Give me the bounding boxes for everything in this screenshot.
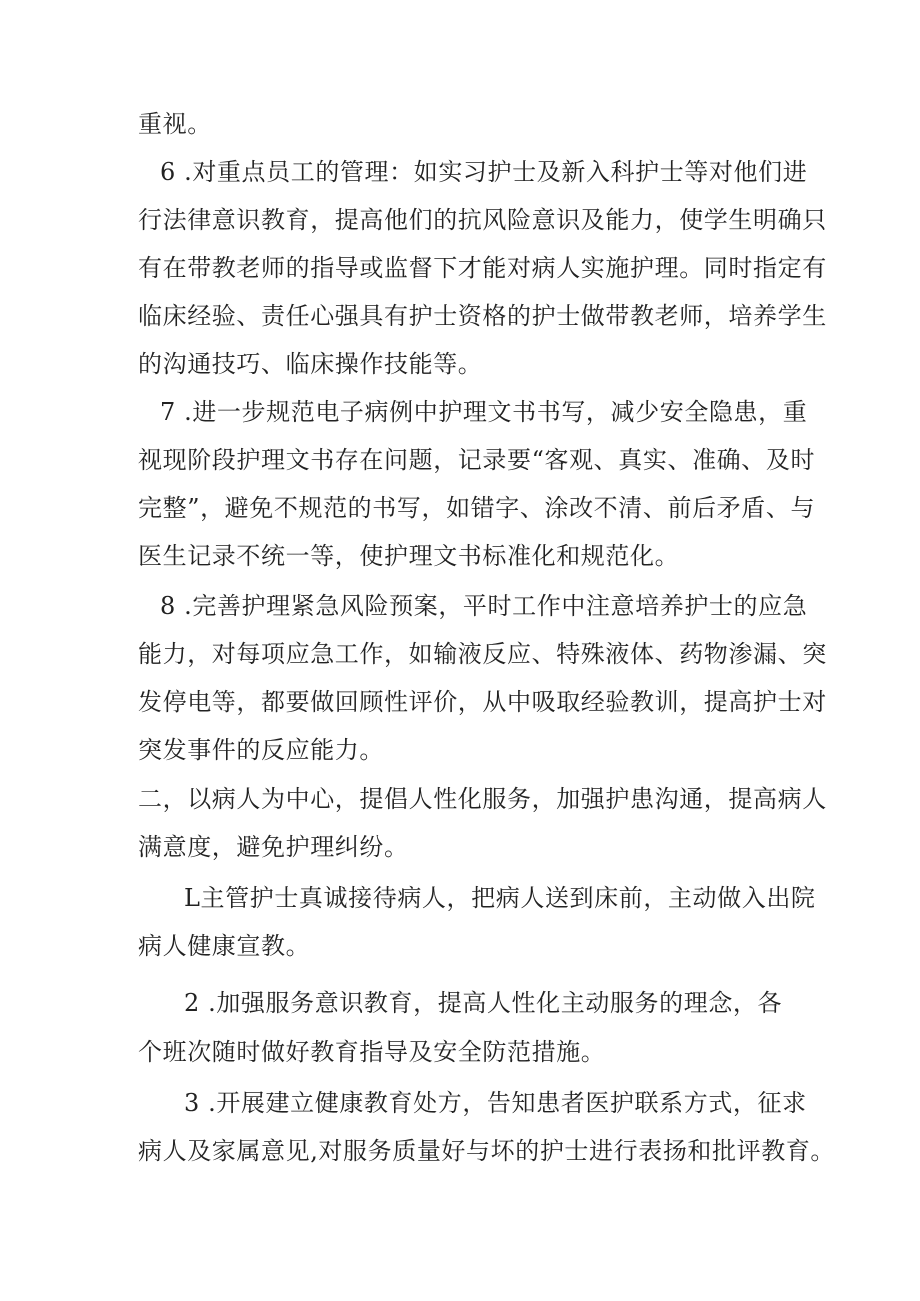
text-line: 重视。 (138, 110, 212, 138)
paragraph-item-1-start: L主管护士真诚接待病人，把病人送到床前，主动做入出院 (184, 884, 816, 912)
text-line: 完整”，避免不规范的书写，如错字、涂改不清、前后矛盾、与 (138, 494, 816, 522)
text-line: 视现阶段护理文书存在问题，记录要“客观、真实、准确、及时 (138, 446, 816, 474)
paragraph-item-8-start: 8 .完善护理紧急风险预案，平时工作中注意培养护士的应急 (160, 592, 808, 620)
text-line: 医生记录不统一等，使护理文书标准化和规范化。 (138, 542, 680, 570)
text-line: 发停电等，都要做回顾性评价，从中吸取经验教训，提高护士对 (138, 688, 827, 716)
paragraph-item-6-start: 6 .对重点员工的管理：如实习护士及新入科护士等对他们进 (160, 158, 808, 186)
text-line: 临床经验、责任心强具有护士资格的护士做带教老师，培养学生 (138, 302, 827, 330)
text-line: 病人及家属意见,对服务质量好与坏的护士进行表扬和批评教育。 (138, 1137, 836, 1165)
text-line: 行法律意识教育，提高他们的抗风险意识及能力，使学生明确只 (138, 206, 827, 234)
text-line: 能力，对每项应急工作，如输液反应、特殊液体、药物渗漏、突 (138, 640, 827, 668)
text-line: 的沟通技巧、临床操作技能等。 (138, 350, 483, 378)
paragraph-item-3-start: 3 .开展建立健康教育处方，告知患者医护联系方式，征求 (184, 1089, 807, 1117)
text-line: 有在带教老师的指导或监督下才能对病人实施护理。同时指定有 (138, 254, 827, 282)
paragraph-item-7-start: 7 .进一步规范电子病例中护理文书书写，减少安全隐患，重 (160, 398, 808, 426)
paragraph-item-2-start: 2 .加强服务意识教育，提高人性化主动服务的理念，各 (184, 989, 783, 1017)
section-heading-2: 二，以病人为中心，提倡人性化服务，加强护患沟通，提高病人 (138, 785, 827, 813)
text-line: 突发事件的反应能力。 (138, 736, 384, 764)
text-line: 病人健康宣教。 (138, 932, 311, 960)
text-line: 个班次随时做好教育指导及安全防范措施。 (138, 1038, 606, 1066)
section-heading-2-cont: 满意度，避免护理纠纷。 (138, 833, 409, 861)
